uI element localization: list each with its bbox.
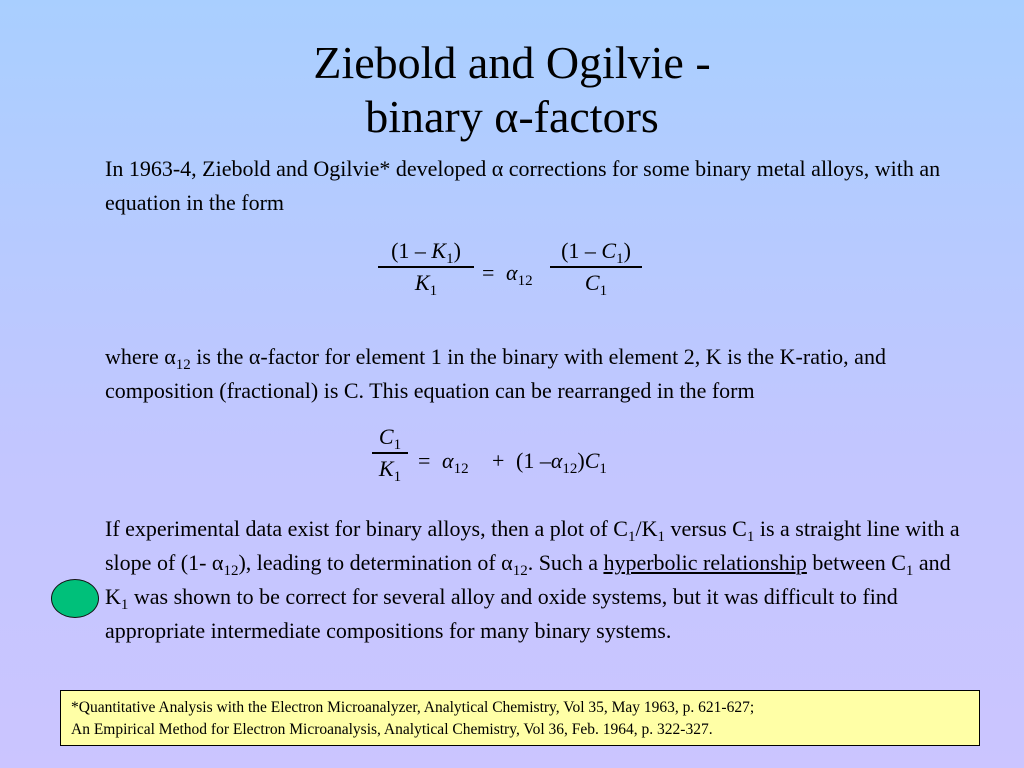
- footnote-line-2: An Empirical Method for Electron Microanalysis, Analytical Chemistry, Vol 36, Feb. 1964, p. 322-327.: [71, 721, 713, 738]
- green-action-button[interactable]: [51, 579, 99, 618]
- hyperbolic-relationship-link[interactable]: hyperbolic relationship: [603, 550, 807, 575]
- eq2-plus: +: [492, 448, 505, 473]
- equation-kratio: [378, 238, 648, 318]
- eq1-lhs-fraction: $\frac{(1 - K_1)}{K_1}$: [378, 238, 474, 296]
- eq2-equals: =: [418, 448, 431, 473]
- footnote-box: [60, 690, 980, 746]
- alpha-symbol: α: [494, 91, 519, 142]
- footnote-line-1: *Quantitative Analysis with the Electron Microanalyzer, Analytical Chemistry, Vol 35, May 1963, p. 621-627;: [71, 699, 755, 716]
- eq1-equals: =: [482, 260, 495, 285]
- eq2-alpha: $\alpha_{12}$: [442, 448, 469, 477]
- title-line-1: Ziebold and Ogilvie -: [313, 37, 711, 88]
- slide-title: [0, 36, 1024, 144]
- alpha-symbol: α: [491, 156, 504, 181]
- conclusion-paragraph: If experimental data exist for binary alloys, then a plot of $C_1/K_1$ versus $C_1$ is a straight line with a slope of (1- $\alpha_{12}$), leading to determination of $\alpha_{12}$. Such a hyperbolic relationship between $C_1$ and $K_1$ was shown to be correct for several alloy and oxide systems, but it was difficult to find appropriate intermediate compositions for many binary systems.: [105, 516, 960, 643]
- equation-linear: [372, 424, 662, 504]
- eq2-term: (1 $-\alpha_{12})C_1$: [516, 448, 607, 477]
- intro-paragraph: In 1963-4, Ziebold and Ogilvie* developed α corrections for some binary metal alloys, with an equation in the form: [105, 156, 941, 215]
- eq1-alpha: $\alpha_{12}$: [506, 260, 533, 289]
- eq1-rhs-fraction: $\frac{(1 - C_1)}{C_1}$: [550, 238, 642, 296]
- eq2-lhs-fraction: $\frac{C_1}{K_1}$: [372, 424, 408, 482]
- definition-paragraph: where $\alpha_{12}$ is the α-factor for element 1 in the binary with element 2, K is the K-ratio, and composition (fractional) is C. This equation can be rearranged in the form: [105, 344, 886, 403]
- title-line-2: binary α-factors: [365, 91, 659, 142]
